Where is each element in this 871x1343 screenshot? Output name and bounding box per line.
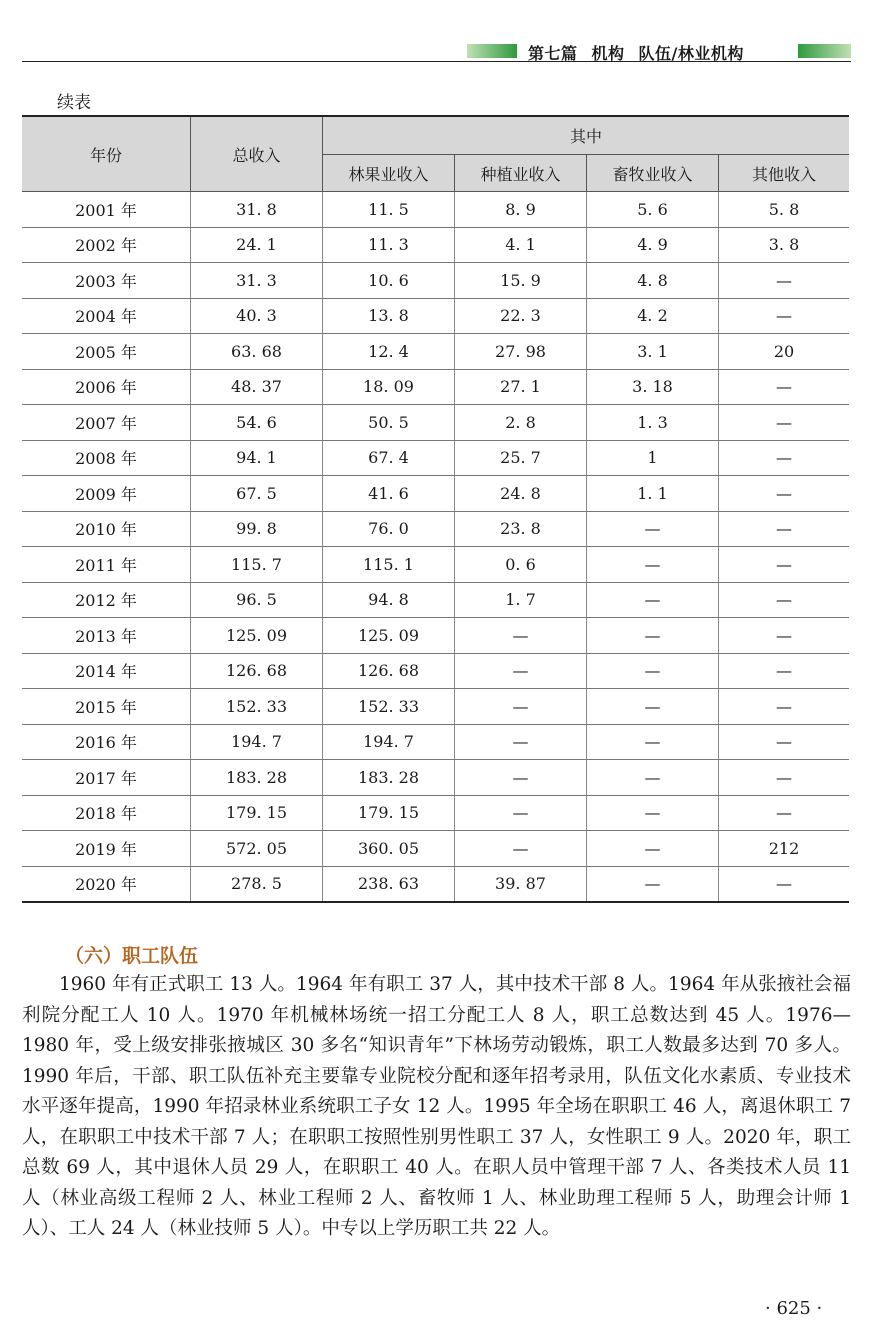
table-cell: — [587, 582, 719, 618]
table-cell: — [587, 866, 719, 902]
table-cell: 22. 3 [455, 298, 587, 334]
table-row [22, 547, 849, 583]
table-cell: 194. 7 [191, 724, 323, 760]
header-subsection: 队伍/林业机构 [638, 44, 744, 63]
table-cell: 2005 年 [22, 334, 191, 370]
col-header-other: 其他收入 [719, 155, 850, 192]
table-cell: 2007 年 [22, 405, 191, 441]
table-cell: 2002 年 [22, 227, 191, 263]
table-row [22, 476, 849, 512]
table-cell: 24. 1 [191, 227, 323, 263]
table-cell: 4. 8 [587, 263, 719, 299]
header-section: 机构 [591, 44, 625, 63]
table-cell: 4. 2 [587, 298, 719, 334]
table-cell: — [587, 689, 719, 725]
table-cell: 2014 年 [22, 653, 191, 689]
header-part: 第七篇 [528, 44, 578, 63]
table-row [22, 298, 849, 334]
table-cell: 94. 1 [191, 440, 323, 476]
table-cell: 39. 87 [455, 866, 587, 902]
table-cell: — [719, 795, 850, 831]
table-cell: 2001 年 [22, 192, 191, 228]
table-cell: — [719, 476, 850, 512]
table-cell: 183. 28 [323, 760, 455, 796]
table-cell: 125. 09 [323, 618, 455, 654]
table-cell: 212 [719, 831, 850, 867]
table-cell: 2012 年 [22, 582, 191, 618]
table-cell: 2010 年 [22, 511, 191, 547]
table-cell: 67. 4 [323, 440, 455, 476]
table-cell: 96. 5 [191, 582, 323, 618]
page-number: · 625 · [765, 1298, 823, 1319]
table-cell: 0. 6 [455, 547, 587, 583]
table-cell: 41. 6 [323, 476, 455, 512]
table-cell: 2006 年 [22, 369, 191, 405]
table-cell: — [719, 440, 850, 476]
table-cell: 23. 8 [455, 511, 587, 547]
table-cell: 4. 9 [587, 227, 719, 263]
table-row [22, 227, 849, 263]
table-cell: — [719, 618, 850, 654]
table-cell: 2003 年 [22, 263, 191, 299]
table-cell: 25. 7 [455, 440, 587, 476]
table-cell: — [455, 689, 587, 725]
table-cell: 5. 6 [587, 192, 719, 228]
table-cell: 99. 8 [191, 511, 323, 547]
col-header-forestry-fruit: 林果业收入 [323, 155, 455, 192]
table-cell: — [719, 369, 850, 405]
table-cell: 2004 年 [22, 298, 191, 334]
table-cell: 54. 6 [191, 405, 323, 441]
table-row [22, 440, 849, 476]
table-cell: 11. 5 [323, 192, 455, 228]
table-row [22, 724, 849, 760]
table-cell: 31. 8 [191, 192, 323, 228]
table-cell: 63. 68 [191, 334, 323, 370]
table-cell: 27. 1 [455, 369, 587, 405]
table-cell: 40. 3 [191, 298, 323, 334]
table-cell: 115. 7 [191, 547, 323, 583]
table-cell: 31. 3 [191, 263, 323, 299]
col-header-group: 其中 [323, 116, 850, 155]
table-cell: 183. 28 [191, 760, 323, 796]
table-cell: 18. 09 [323, 369, 455, 405]
table-row [22, 192, 849, 228]
table-row [22, 582, 849, 618]
table-cell: — [719, 511, 850, 547]
table-cell: 125. 09 [191, 618, 323, 654]
table-cell: 8. 9 [455, 192, 587, 228]
table-row [22, 334, 849, 370]
table-cell: 3. 1 [587, 334, 719, 370]
table-row [22, 263, 849, 299]
table-cell: 179. 15 [323, 795, 455, 831]
table-cell: — [719, 689, 850, 725]
table-row [22, 831, 849, 867]
col-header-planting: 种植业收入 [455, 155, 587, 192]
table-cell: 3. 18 [587, 369, 719, 405]
table-cell: 572. 05 [191, 831, 323, 867]
table-row [22, 405, 849, 441]
continuation-label: 续表 [57, 93, 91, 113]
table-cell: 278. 5 [191, 866, 323, 902]
table-cell: — [719, 866, 850, 902]
table-cell: 10. 6 [323, 263, 455, 299]
table-cell: 2018 年 [22, 795, 191, 831]
table-cell: — [455, 653, 587, 689]
table-cell: 238. 63 [323, 866, 455, 902]
table-cell: 12. 4 [323, 334, 455, 370]
table-cell: — [719, 653, 850, 689]
table-cell: 1 [587, 440, 719, 476]
table-cell: — [587, 760, 719, 796]
table-cell: 3. 8 [719, 227, 850, 263]
table-row [22, 618, 849, 654]
table-cell: 67. 5 [191, 476, 323, 512]
table-cell: 2013 年 [22, 618, 191, 654]
table-row [22, 689, 849, 725]
table-cell: 126. 68 [191, 653, 323, 689]
table-cell: 2020 年 [22, 866, 191, 902]
table-row [22, 369, 849, 405]
table-cell: — [455, 831, 587, 867]
table-cell: 2016 年 [22, 724, 191, 760]
table-cell: — [719, 298, 850, 334]
table-cell: — [719, 547, 850, 583]
header-green-band-left [467, 44, 517, 58]
table-row [22, 795, 849, 831]
table-cell: 1. 1 [587, 476, 719, 512]
table-cell: — [587, 618, 719, 654]
table-cell: 2019 年 [22, 831, 191, 867]
table-cell: — [455, 618, 587, 654]
table-cell: — [455, 795, 587, 831]
table-cell: 126. 68 [323, 653, 455, 689]
table-row [22, 511, 849, 547]
table-cell: 94. 8 [323, 582, 455, 618]
table-cell: — [455, 760, 587, 796]
table-cell: 2009 年 [22, 476, 191, 512]
table-cell: 48. 37 [191, 369, 323, 405]
col-header-total: 总收入 [191, 116, 323, 192]
table-cell: 27. 98 [455, 334, 587, 370]
table-cell: 2011 年 [22, 547, 191, 583]
table-cell: 20 [719, 334, 850, 370]
table-cell: 360. 05 [323, 831, 455, 867]
table-cell: — [587, 547, 719, 583]
section-title: （六）职工队伍 [65, 945, 199, 967]
col-header-livestock: 畜牧业收入 [587, 155, 719, 192]
table-row [22, 866, 849, 902]
table-cell: 4. 1 [455, 227, 587, 263]
table-row [22, 653, 849, 689]
table-cell: 194. 7 [323, 724, 455, 760]
table-cell: — [587, 795, 719, 831]
table-cell: 1. 7 [455, 582, 587, 618]
header-rule [22, 61, 851, 62]
table-cell: 50. 5 [323, 405, 455, 441]
running-header [0, 0, 871, 70]
table-row [22, 760, 849, 796]
table-cell: 2017 年 [22, 760, 191, 796]
table-cell: 179. 15 [191, 795, 323, 831]
table-cell: — [719, 263, 850, 299]
income-table [22, 115, 849, 903]
table-cell: 76. 0 [323, 511, 455, 547]
table-cell: — [587, 831, 719, 867]
table-cell: — [719, 405, 850, 441]
table-cell: 11. 3 [323, 227, 455, 263]
col-header-year: 年份 [22, 116, 191, 192]
table-cell: 2015 年 [22, 689, 191, 725]
header-green-band-right [798, 44, 851, 58]
table-cell: 24. 8 [455, 476, 587, 512]
table-cell: 5. 8 [719, 192, 850, 228]
table-cell: 2. 8 [455, 405, 587, 441]
table-cell: 115. 1 [323, 547, 455, 583]
table-cell: 13. 8 [323, 298, 455, 334]
table-cell: 15. 9 [455, 263, 587, 299]
table-cell: — [719, 760, 850, 796]
table-cell: — [719, 582, 850, 618]
table-cell: — [587, 653, 719, 689]
table-body [22, 192, 849, 903]
table-cell: 2008 年 [22, 440, 191, 476]
table-cell: — [719, 724, 850, 760]
table-cell: — [587, 724, 719, 760]
table-cell: — [587, 511, 719, 547]
table-cell: 152. 33 [323, 689, 455, 725]
table-cell: 152. 33 [191, 689, 323, 725]
section-body: 1960 年有正式职工 13 人。1964 年有职工 37 人，其中技术干部 8 人。1964 年从张掖社会福利院分配工人 10 人。1970 年机械林场统一招工分配工人 8 人，职工总数达到 45 人。1976—1980 年，受上级安排张掖城区 30 多名“知识青年”下林场劳动锻炼，职工人数最多达到 70 多人。1990 年后，干部、职工队伍补充主要靠专业院校分配和逐年招考录用，队伍文化水素质、专业技术水平逐年提高，1990 年招录林业系统职工子女 12 人。1995 年全场在职职工 46 人，离退休职工 7 人，在职职工中技术干部 7 人；在职职工按照性别男性职工 37 人，女性职工 9 人。2020 年，职工总数 69 人，其中退休人员 29 人，在职职工 40 人。在职人员中管理干部 7 人、各类技术人员 11 人（林业高级工程师 2 人、林业工程师 2 人、畜牧师 1 人、林业助理工程师 5 人，助理会计师 1 人）、工人 24 人（林业技师 5 人）。中专以上学历职工共 22 人。 [22, 974, 851, 1239]
table-cell: — [455, 724, 587, 760]
table-cell: 1. 3 [587, 405, 719, 441]
